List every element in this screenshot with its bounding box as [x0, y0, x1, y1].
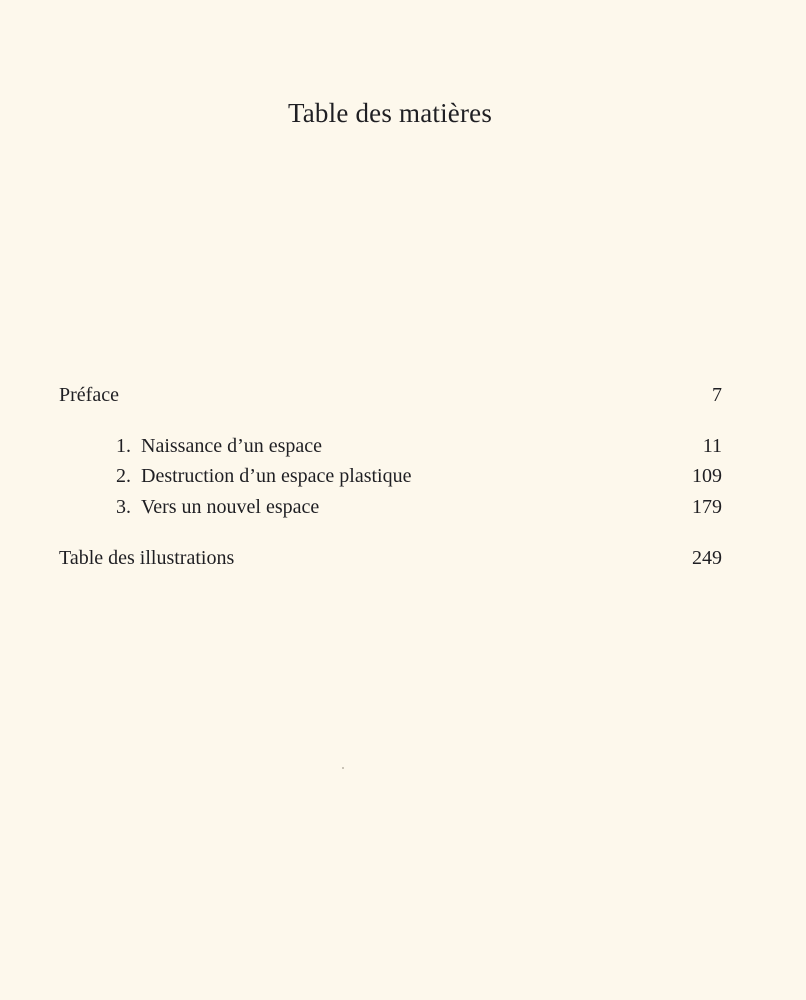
toc-entry-label [116, 461, 411, 491]
toc-entry-preface[interactable] [0, 380, 806, 410]
paper-speck [342, 767, 344, 769]
chapter-number: 2. [116, 465, 131, 487]
toc-entry-label [116, 492, 319, 522]
toc-entry-page: 179 [692, 496, 722, 518]
toc-entry-page: 11 [702, 435, 722, 457]
page-title: Table des matières [287, 98, 493, 128]
chapter-title: Naissance d’un espace [141, 435, 323, 457]
toc-entry-chapter-1[interactable] [0, 431, 806, 461]
toc-entry-illustrations[interactable] [0, 543, 806, 573]
toc-entry-page: 7 [712, 384, 722, 406]
chapter-title: Vers un nouvel espace [141, 496, 320, 518]
toc-entry-chapter-3[interactable] [0, 492, 806, 522]
toc-entry-label: Préface [59, 384, 119, 406]
toc-entry-label [116, 431, 322, 461]
toc-entry-label: Table des illustrations [59, 547, 235, 569]
toc-entry-page: 109 [692, 465, 722, 487]
toc-entry-chapter-2[interactable] [0, 461, 806, 491]
chapter-number: 1. [116, 435, 131, 457]
chapter-number: 3. [116, 496, 131, 518]
toc-entry-page: 249 [692, 547, 722, 569]
chapter-title: Destruction d’un espace plastique [141, 465, 412, 487]
